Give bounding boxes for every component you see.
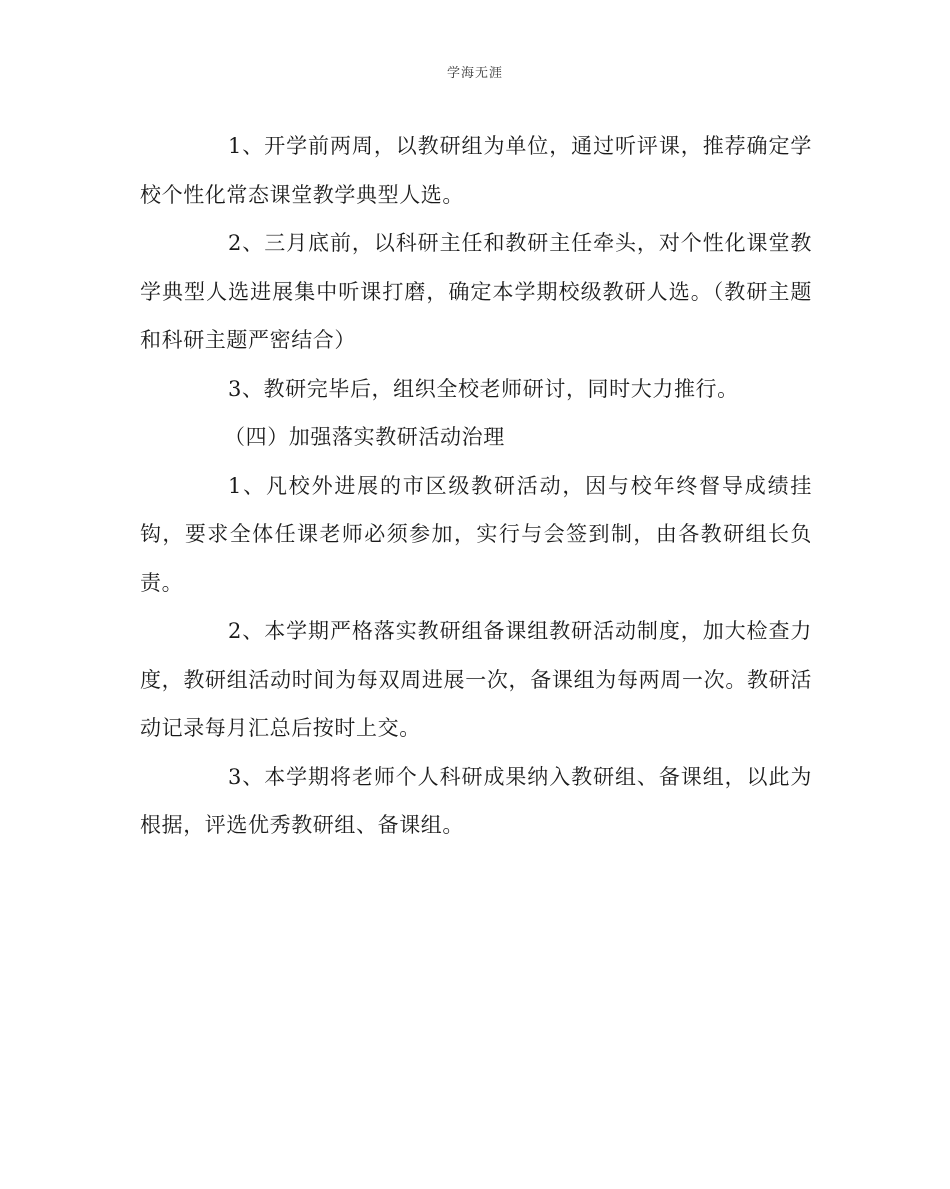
paragraph-1: 1、开学前两周，以教研组为单位，通过听评课，推荐确定学校个性化常态课堂教学典型人选。	[140, 134, 812, 207]
paragraph-4: 1、凡校外进展的市区级教研活动，因与校年终督导成绩挂钩，要求全体任课老师必须参加，实行与会签到制，由各教研组长负责。	[140, 473, 812, 595]
paragraph-2: 2、三月底前，以科研主任和教研主任牵头，对个性化课堂教学典型人选进展集中听课打磨，确定本学期校级教研人选。（教研主题和科研主题严密结合）	[140, 231, 812, 352]
document-body	[140, 122, 812, 850]
paragraph-5: 2、本学期严格落实教研组备课组教研活动制度，加大检查力度，教研组活动时间为每双周进展一次，备课组为每两周一次。教研活动记录每月汇总后按时上交。	[140, 619, 812, 740]
paragraph-6: 3、本学期将老师个人科研成果纳入教研组、备课组，以此为根据，评选优秀教研组、备课组。	[140, 764, 812, 837]
page-header: 学海无涯	[446, 66, 503, 81]
paragraph-3: 3、教研完毕后，组织全校老师研讨，同时大力推行。	[228, 376, 739, 401]
section-heading: （四）加强落实教研活动治理	[224, 425, 505, 449]
